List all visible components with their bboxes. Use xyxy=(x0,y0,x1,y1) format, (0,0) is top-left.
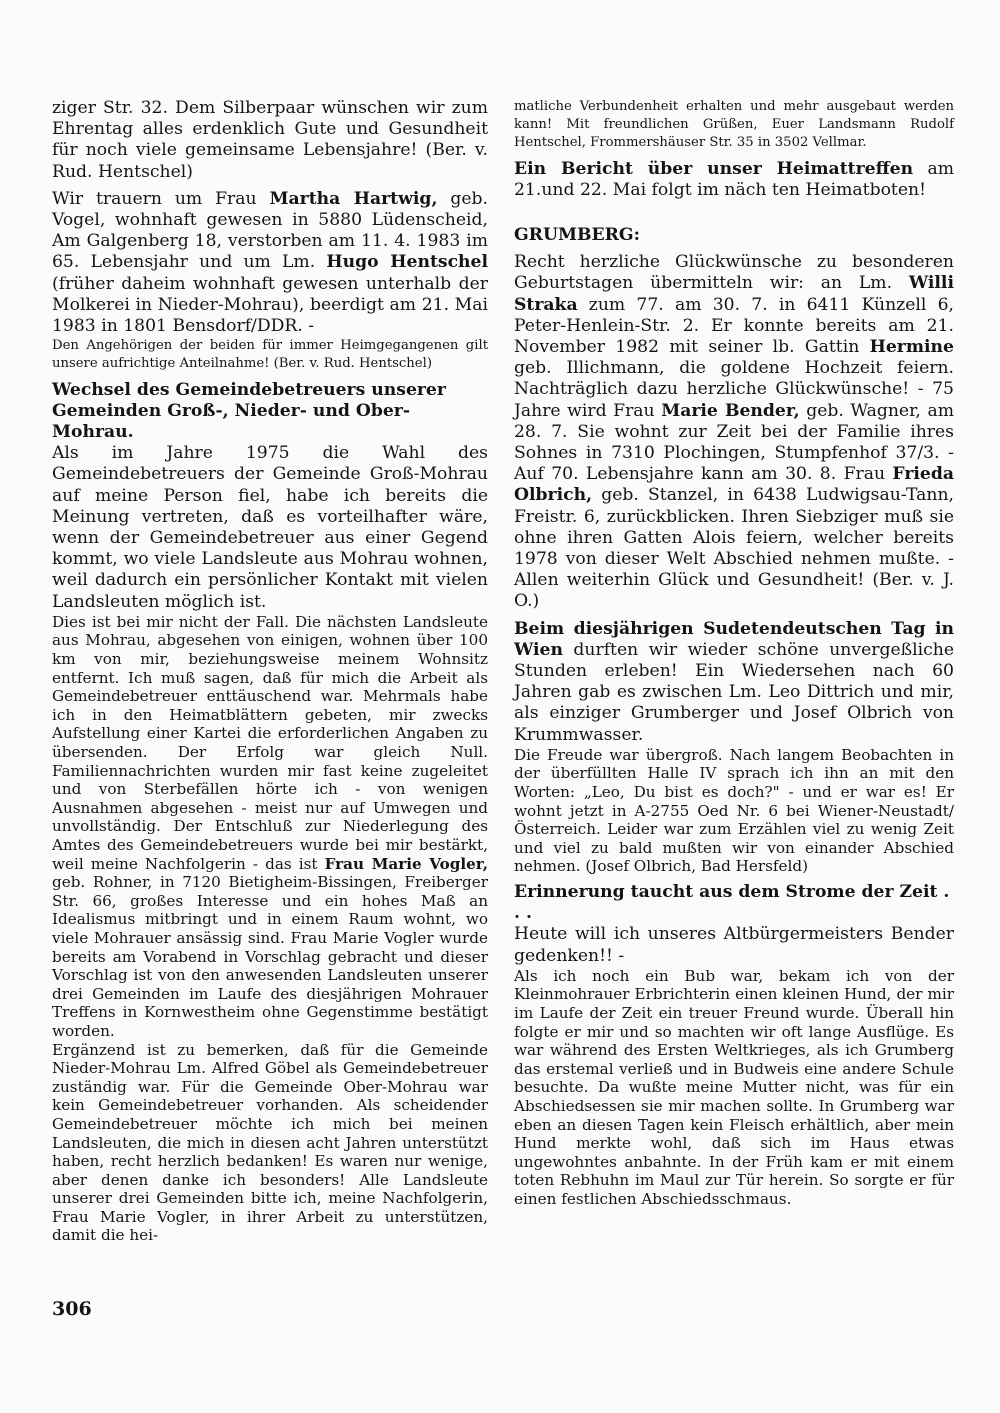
paragraph-obituary xyxy=(52,189,488,337)
name-hermine: Hermine xyxy=(869,337,954,358)
paragraph-disappointment xyxy=(52,613,488,1041)
text-segment: geb. Stanzel, in 6438 Ludwigsau-Tann, Freistr. 6, zurückblicken. Ihren Siebziger muß sie ohne ihren Gatten Alois feiern, welcher bereits 1978 von dieser Welt Abschied nehmen mußte. - Allen weiterhin Glück und Gesundheit! (Ber. v. J. O.) xyxy=(514,485,954,612)
paragraph-report xyxy=(514,159,954,201)
paragraph-supplement: Ergänzend ist zu bemerken, daß für die Gemeinde Nieder-Mohrau Lm. Alfred Göbel als Gemeindebetreuer zuständig war. Für die Gemeinde Ober-Mohrau war kein Gemeindebetreuer vorhanden. Als scheidender Gemeindebetreuer möchte ich mich bei meinen Landsleuten, die mich in diesen acht Jahren unterstützt haben, recht herzlich bedanken! Es waren nur wenige, aber denen danke ich besonders! Alle Landsleute unserer drei Gemeinden bitte ich, meine Nachfolgerin, Frau Marie Vogler, in ihrer Arbeit zu unterstützen, damit die hei- xyxy=(52,1040,488,1245)
text-segment: am 21.und 22. Mai folgt im näch ten Heimatboten! xyxy=(514,158,954,200)
text-segment: Rebhuhn im Maul zur Tür herein. So sorgte er für einen festlichen Abschiedsschmaus. xyxy=(514,1171,955,1208)
text-segment: Dies ist bei mir nicht der Fall. Die nächsten Landsleute aus Mohrau, abgesehen von einigen, wohnen über 100 km von mir, beziehungsweise meinem Wohnsitz entfernt. Ich muß sagen, daß für mich die Arbeit als Gemeindebetreuer enttäuschend war. Mehrmals habe ich in den Heimatblättern gebeten, mir zwecks Aufstellung einer Kartei die erforderlichen Angaben zu übersenden. Der Erfolg war gleich Null. Familiennachrichten wurden mir fast keine zugeleitet und von Sterbefällen hörte ich - von wenigen Ausnahmen abgesehen - meist nur auf Umwegen und unvollständig. Der Entschluß zur Niederlegung des Amtes des Gemeindebetreuers wurde bei mir bestärkt, weil meine Nachfolgerin - das ist xyxy=(52,612,488,873)
name-frieda-olbrich: Frieda Olbrich, xyxy=(514,464,954,506)
heading-sudetendeutscher-tag: Beim diesjährigen Sudetendeutschen Tag in Wien xyxy=(514,618,954,660)
heading-grumberg: GRUMBERG: xyxy=(514,225,640,246)
name-willi-straka: Willi Straka xyxy=(514,273,954,315)
paragraph-election: Als im Jahre 1975 die Wahl des Gemeindebetreuers der Gemeinde Groß-Mohrau auf meine Person fiel, habe ich bereits die Meinung vertreten, daß es vorteilhafter wäre, wenn der Gemeindebetreuer aus einer Gegend kommt, wo viele Landsleute aus Mohrau wohnen, weil dadurch ein persönlicher Kontakt mit vielen Landsleuten möglich ist. xyxy=(52,443,488,612)
paragraph-birthdays xyxy=(514,252,954,612)
paragraph-condolences: Den Angehörigen der beiden für immer Heimgegangenen gilt unsere aufrichtige Anteilnahme! (Ber. v. Rud. Hentschel) xyxy=(52,338,488,372)
text-segment: zum 77. am 30. 7. in 6411 Künzell 6, Peter-Henlein-Str. 2. Er konnte bereits am 21. November 1982 mit seiner lb. Gattin xyxy=(514,294,954,358)
name-hugo-hentschel: Hugo Hentschel xyxy=(326,252,488,273)
paragraph-dog-story xyxy=(514,967,954,1209)
name-marie-vogler: Frau Marie Vogler, xyxy=(324,854,488,873)
heading-erinnerung: Erinnerung taucht aus dem Strome der Zeit . . . xyxy=(514,882,950,924)
paragraph-sudetendeutscher-tag xyxy=(514,619,954,746)
heading-heimattreffen: Ein Bericht über unser Heimattreffen xyxy=(514,158,914,179)
text-segment: geb. Vogel, wohnhaft gewesen in 5880 Lüdenscheid, Am Galgenberg 18, verstorben am 11. 4. 1983 im 65. Lebensjahr und um Lm. xyxy=(52,188,488,273)
text-segment: geb. Rohner, in 7120 Bietigheim-Bissingen, Freiberger Str. 66, großes Interesse und ein hohes Maß an Idealismus mitbringt und in einem Raum wohnt, wo viele Mohrauer ansässig sind. Frau Marie Vogler wurde bereits am Vorabend in Vorschlag gebracht und dieser Vorschlag ist von den anwesenden Landsleuten unserer drei Gemeinden im Laufe des diesjährigen Mohrauer Treffens in Kornwestheim ohne Gegenstimme bestätigt worden. xyxy=(52,873,488,1040)
right-column xyxy=(514,98,954,1209)
text-segment: geb. Wagner, am 28. 7. Sie wohnt zur Zeit bei der Familie ihres Sohnes in 7310 Plochingen, Stumpfenhof 37/3. - Auf 70. Lebensjahre kann am 30. 8. Frau xyxy=(514,400,954,485)
left-column xyxy=(52,98,488,1245)
text-segment: Als ich noch ein Bub war, bekam ich von der Kleinmohrauer Erbrichterin einen kleinen Hund, der mir im Laufe der Zeit ein treuer Freund wurde. Überall hin folgte er mir und so machten wir oft lange Ausflüge. Es war während des Ersten Weltkrieges, als ich Grumberg das erstemal verließ und in Budweis eine andere Schule besuchte. Da wußte meine Mutter nicht, was für ein Abschiedsessen sie mir machen sollte. In Grumberg war eben an diesen Tagen kein Fleisch erhältlich, aber mein Hund merkte wohl, daß sich im Haus etwas ungewohntes anbahnte. In der Früh kam er mit einem toten xyxy=(514,966,954,1190)
paragraph-reunion: Die Freude war übergroß. Nach langem Beobachten in der überfüllten Halle IV sprach ich ihn an mit den Worten: „Leo, Du bist es doch?" - und er war es! Er wohnt jetzt in A-2755 Oed Nr. 6 bei Wiener-Neustadt/Österreich. Leider war zum Erzählen viel zu wenig Zeit und viel zu bald mußten wir von einander Abschied nehmen. (Josef Olbrich, Bad Hersfeld) xyxy=(514,745,954,876)
name-marie-bender: Marie Bender, xyxy=(661,400,800,421)
name-martha-hartwig: Martha Hartwig, xyxy=(269,188,438,209)
heading-gemeindebetreuer: Wechsel des Gemeindebetreuers unserer Gemeinden Groß-, Nieder- und Ober-Mohrau. xyxy=(52,379,446,443)
paragraph-greetings: matliche Verbundenheit erhalten und mehr ausgebaut werden kann! Mit freundlichen Grüßen, Euer Landsmann Rudolf Hentschel, Frommershäuser Str. 35 in 3502 Vellmar. xyxy=(514,99,954,151)
text-segment: (früher daheim wohnhaft gewesen unterhalb der Molkerei in Nieder-Mohrau), beerdigt am 21. Mai 1983 in 1801 Bensdorf/DDR. - xyxy=(52,273,488,337)
text-segment: Recht herzliche Glückwünsche zu besonderen Geburtstagen übermitteln wir: an Lm. xyxy=(514,252,954,294)
text-segment: durften wir wieder schöne unvergeßliche Stunden erleben! Ein Wiedersehen nach 60 Jahren gab es zwischen Lm. Leo Dittrich und mir, als einziger Grumberger und Josef Olbrich von Krummwasser. xyxy=(514,639,954,745)
paragraph-silver-wedding: ziger Str. 32. Dem Silberpaar wünschen wir zum Ehrentag alles erdenklich Gute und Gesundheit für noch viele gemeinsame Lebensjahre! (Ber. v. Rud. Hentschel) xyxy=(52,98,488,182)
text-segment: Wir trauern um Frau xyxy=(52,188,270,209)
text-segment: geb. Illichmann, die goldene Hochzeit feiern. Nachträglich dazu herzliche Glückwünsche! - 75 Jahre wird Frau xyxy=(514,358,954,421)
page-number: 306 xyxy=(52,1298,92,1320)
paragraph-remembrance-intro: Heute will ich unseres Altbürgermeisters Bender gedenken!! - xyxy=(514,924,954,966)
